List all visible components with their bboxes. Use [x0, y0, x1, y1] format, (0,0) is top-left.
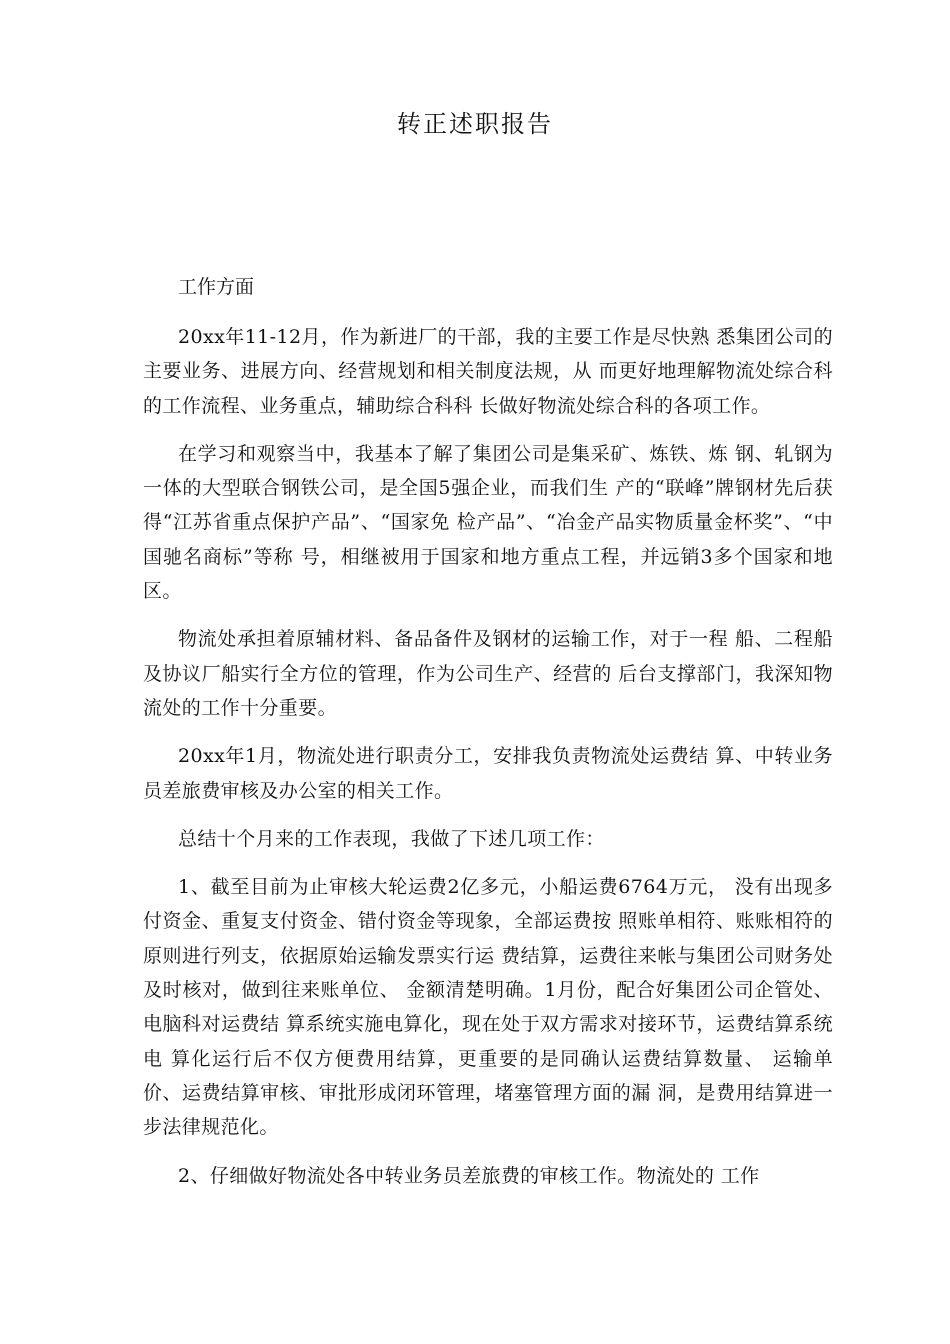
- page-title: 转正述职报告: [397, 110, 553, 138]
- paragraph-company: 在学习和观察当中，我基本了解了集团公司是集采矿、炼铁、炼 钢、轧钢为一体的大型联合钢铁公司，是全国5强企业，而我们生 产的“联峰”牌钢材先后获得“江苏省重点保护产品”、“国家免 检产品”、“冶金产品实物质量金杯奖”、“中国驰名商标”等称 号，相继被用于国家和地方重点工程，并远销3多个国家和地区。: [143, 442, 833, 603]
- paragraph-item-2: 2、仔细做好物流处各中转业务员差旅费的审核工作。物流处的 工作: [178, 1164, 760, 1187]
- paragraph-logistics: 物流处承担着原辅材料、备品备件及钢材的运输工作，对于一程 船、二程船及协议厂船实行全方位的管理，作为公司生产、经营的 后台支撑部门，我深知物流处的工作十分重要。: [143, 628, 833, 719]
- paragraph-assignment: 20xx年1月，物流处进行职责分工，安排我负责物流处运费结 算、中转业务员差旅费审核及办公室的相关工作。: [143, 745, 833, 802]
- paragraph-summary: 总结十个月来的工作表现，我做了下述几项工作：: [178, 827, 605, 850]
- paragraph-item-1: 1、截至目前为止审核大轮运费2亿多元，小船运费6764万元， 没有出现多付资金、重复支付资金、错付资金等现象，全部运费按 照账单相符、账账相符的原则进行列支，依据原始运输发票实行运 费结算，运费往来帐与集团公司财务处及时核对，做到往来账单位、 金额清楚明确。1月份，配合好集团公司企管处、电脑科对运费结 算系统实施电算化，现在处于双方需求对接环节，运费结算系统电 算化运行后不仅方便费用结算，更重要的是同确认运费结算数量、 运输单价、运费结算审核、审批形成闭环管理，堵塞管理方面的漏 洞，是费用结算进一步法律规范化。: [143, 876, 833, 1139]
- section-heading: 工作方面: [178, 276, 255, 298]
- document-body: [143, 268, 833, 1207]
- paragraph-intro: 20xx年11-12月，作为新进厂的干部，我的主要工作是尽快熟 悉集团公司的主要业务、进展方向、经营规划和相关制度法规，从 而更好地理解物流处综合科的工作流程、业务重点，辅助综合科科 长做好物流处综合科的各项工作。: [143, 326, 833, 417]
